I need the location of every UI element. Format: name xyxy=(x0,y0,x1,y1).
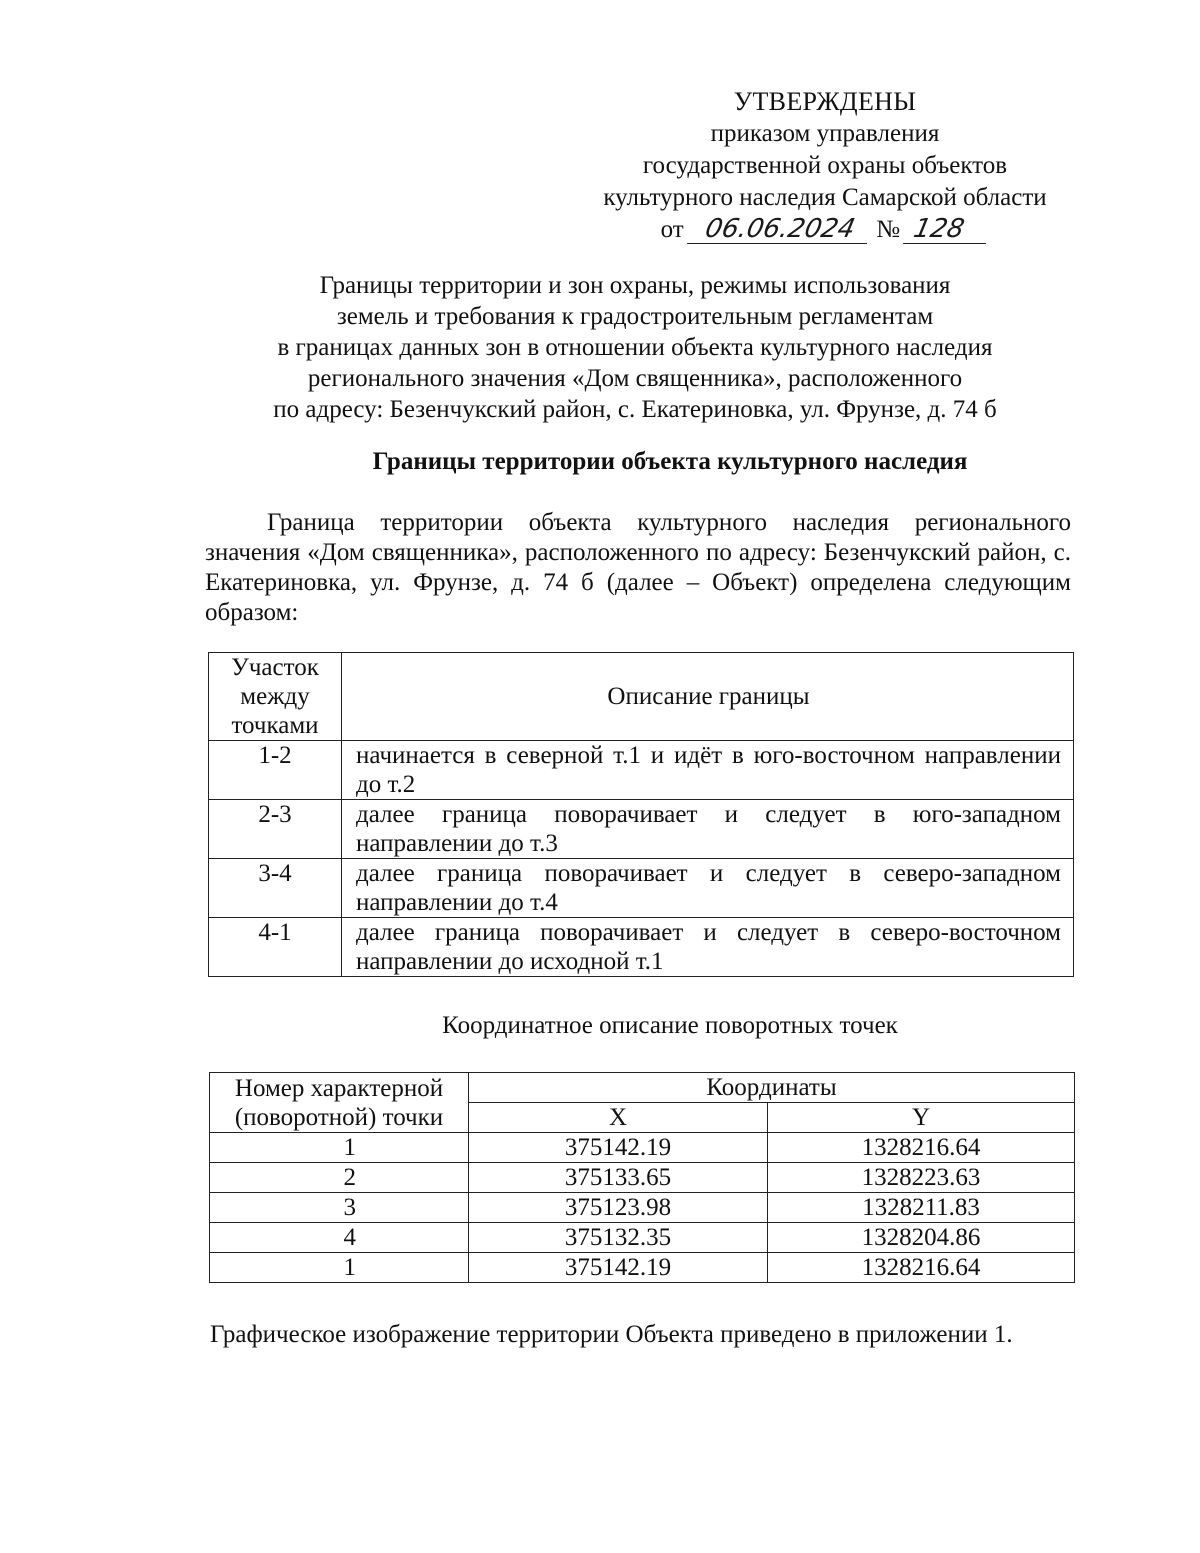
approval-block xyxy=(570,86,1080,246)
y-cell: 1328216.64 xyxy=(768,1133,1075,1163)
segment-cell: 1-2 xyxy=(209,741,342,800)
title-line: в границах данных зон в отношении объекта культурного наследия xyxy=(277,334,993,361)
segment-cell: 4-1 xyxy=(209,918,342,977)
table-row xyxy=(210,1163,1075,1193)
title-line: по адресу: Безенчукский район, с. Екатериновка, ул. Фрунзе, д. 74 б xyxy=(273,396,997,423)
y-cell: 1328211.83 xyxy=(768,1193,1075,1223)
table-row xyxy=(209,918,1074,977)
boundary-table xyxy=(208,652,1074,977)
x-cell: 375132.35 xyxy=(469,1223,768,1253)
title-line: Границы территории и зон охраны, режимы использования xyxy=(319,272,951,299)
header-y: Y xyxy=(768,1103,1075,1133)
title-line: регионального значения «Дом священника», расположенного xyxy=(307,365,963,392)
x-cell: 375133.65 xyxy=(469,1163,768,1193)
point-cell: 1 xyxy=(210,1133,469,1163)
segment-cell: 2-3 xyxy=(209,800,342,859)
title-line: земель и требования к градостроительным регламентам xyxy=(336,303,934,330)
approval-line: культурного наследия Самарской области xyxy=(603,184,1047,211)
handwritten-number: 128 xyxy=(903,215,992,244)
x-cell: 375123.98 xyxy=(469,1193,768,1223)
description-cell: начинается в северной т.1 и идёт в юго-восточном направлении до т.2 xyxy=(342,741,1074,800)
header-segment: Участок между точками xyxy=(209,653,342,741)
y-cell: 1328216.64 xyxy=(768,1253,1075,1283)
y-cell: 1328223.63 xyxy=(768,1163,1075,1193)
header-x: X xyxy=(469,1103,768,1133)
handwritten-date: 06.06.2024 xyxy=(687,215,873,244)
x-cell: 375142.19 xyxy=(469,1133,768,1163)
x-cell: 375142.19 xyxy=(469,1253,768,1283)
table-row xyxy=(210,1133,1075,1163)
table-row xyxy=(210,1193,1075,1223)
table-row xyxy=(209,859,1074,918)
y-cell: 1328204.86 xyxy=(768,1223,1075,1253)
approval-line: приказом управления xyxy=(710,120,940,147)
table-row xyxy=(209,741,1074,800)
description-cell: далее граница поворачивает и следует в юго-западном направлении до т.3 xyxy=(342,800,1074,859)
header-description: Описание границы xyxy=(342,653,1074,741)
point-cell: 4 xyxy=(210,1223,469,1253)
date-prefix: от xyxy=(660,216,684,243)
table-header-row xyxy=(209,653,1074,741)
point-cell: 3 xyxy=(210,1193,469,1223)
table-header-row xyxy=(210,1073,1075,1103)
coordinates-heading: Координатное описание поворотных точек xyxy=(442,1012,898,1039)
document-title xyxy=(200,270,1070,425)
approval-heading: УТВЕРЖДЕНЫ xyxy=(733,87,917,116)
approval-line: государственной охраны объектов xyxy=(642,152,1008,179)
section-heading: Границы территории объекта культурного наследия xyxy=(372,448,968,475)
point-cell: 2 xyxy=(210,1163,469,1193)
intro-paragraph: Граница территории объекта культурного наследия регионального значения «Дом священника», расположенного по адресу: Безенчукский район, с. Екатериновка, ул. Фрунзе, д. 74 б (далее – Объект) определена следующим образом: xyxy=(205,509,1071,626)
table-row xyxy=(210,1253,1075,1283)
description-cell: далее граница поворачивает и следует в северо-западном направлении до т.4 xyxy=(342,859,1074,918)
approval-date-line xyxy=(570,214,1080,246)
segment-cell: 3-4 xyxy=(209,859,342,918)
table-row xyxy=(209,800,1074,859)
number-prefix: № xyxy=(876,216,901,243)
coordinates-table xyxy=(209,1072,1075,1283)
table-row xyxy=(210,1223,1075,1253)
description-cell: далее граница поворачивает и следует в северо-восточном направлении до исходной т.1 xyxy=(342,918,1074,977)
footer-text: Графическое изображение территории Объекта приведено в приложении 1. xyxy=(210,1321,1013,1348)
point-cell: 1 xyxy=(210,1253,469,1283)
header-coordinates: Координаты xyxy=(469,1073,1075,1103)
header-point: Номер характерной (поворотной) точки xyxy=(210,1073,469,1133)
